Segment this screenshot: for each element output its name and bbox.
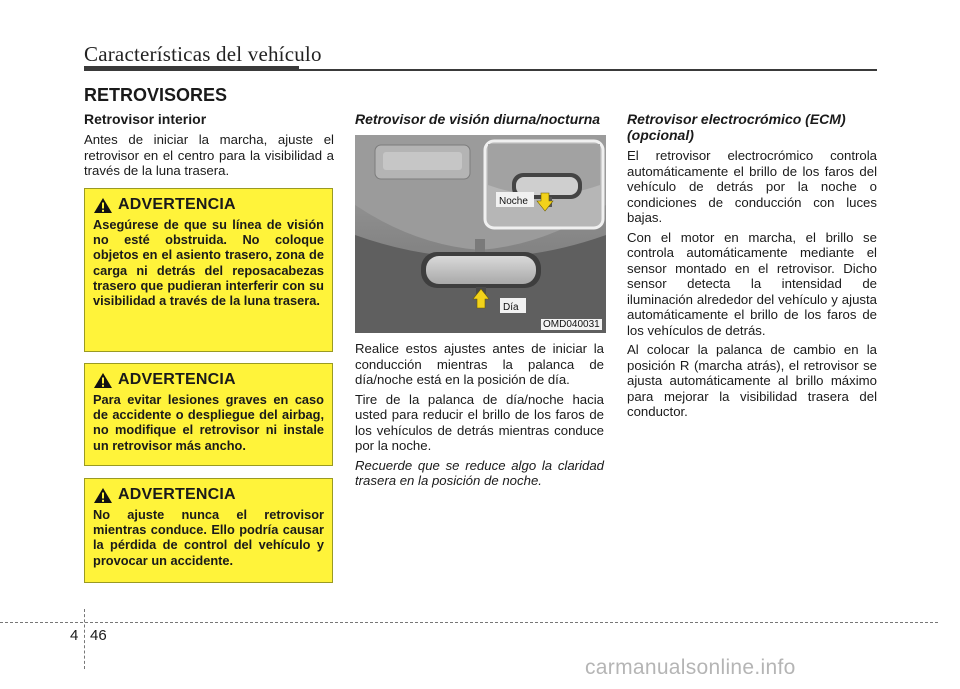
label-night: Noche: [499, 196, 528, 207]
paragraph-ecm-2: Con el motor en marcha, el brillo se controla automáticamente mediante el sensor montado en el retrovisor. Dicho sensor detecta la intensidad de iluminación alrededor del vehículo y ajusta automáticamente el brillo de los faros de los vehículos de detrás.: [627, 229, 877, 338]
label-day: Día: [503, 302, 519, 313]
column-right: [627, 111, 877, 424]
warning-box-3: [84, 478, 333, 583]
paragraph-ecm-3: Al colocar la palanca de cambio en la posición R (marcha atrás), el retrovisor se ajusta automáticamente al brillo máximo para mejorar la visibilidad trasera del conductor.: [627, 342, 877, 419]
column-middle: [355, 111, 604, 132]
paragraph-ecm-1: El retrovisor electrocrómico controla automáticamente el brillo de los faros del vehículo de detrás por la noche o condiciones de conducción con luces bajas.: [627, 148, 877, 225]
warning-triangle-icon: [93, 197, 113, 214]
mirror-illustration: [355, 135, 606, 333]
header-rule-thick: [84, 66, 299, 71]
warning-title: ADVERTENCIA: [118, 196, 236, 213]
warning-box-2: [84, 363, 333, 466]
column-middle-text: [355, 341, 604, 493]
watermark: carmanualsonline.info: [585, 656, 796, 679]
heading-day-night-mirror: Retrovisor de visión diurna/nocturna: [355, 111, 601, 127]
note-day-night: Recuerde que se reduce algo la claridad trasera en la posición de noche.: [355, 457, 604, 488]
paragraph-day-night-1: Realice estos ajustes antes de iniciar la conducción mientras la palanca de día/noche está en la posición de día.: [355, 341, 604, 387]
warning-triangle-icon: [93, 487, 113, 504]
paragraph-day-night-2: Tire de la palanca de día/noche hacia usted para reducir el brillo de los faros de los vehículos de detrás mientras conduce por la noche.: [355, 391, 604, 453]
footer-divider: [0, 622, 938, 623]
footer-vertical-divider: [84, 609, 85, 669]
warning-body: No ajuste nunca el retrovisor mientras conduce. Ello podría causar la pérdida de control del vehículo y provocar un accidente.: [93, 507, 324, 568]
header-rule-thin: [299, 69, 877, 71]
warning-title: ADVERTENCIA: [118, 486, 236, 503]
section-title: RETROVISORES: [84, 85, 228, 105]
warning-body: Para evitar lesiones graves en caso de accidente o despliegue del airbag, no modifique el retrovisor ni instale un retrovisor más ancho.: [93, 392, 324, 453]
warning-title: ADVERTENCIA: [118, 371, 236, 388]
heading-interior-mirror: Retrovisor interior: [84, 111, 207, 127]
warning-body: Asegúrese de que su línea de visión no esté obstruida. No coloque objetos en el asiento trasero, zona de carga ni detrás del reposacabezas trasero que pudieran interferir con su visibilidad a través de la luna trasera.: [93, 217, 324, 309]
paragraph-interior-mirror: Antes de iniciar la marcha, ajuste el retrovisor en el centro para la visibilidad a través de la luna trasera.: [84, 132, 334, 178]
chapter-title: Características del vehículo: [84, 42, 322, 66]
heading-ecm-mirror: Retrovisor electrocrómico (ECM) (opcional): [627, 111, 846, 143]
figure-code: OMD040031: [543, 319, 600, 330]
warning-triangle-icon: [93, 372, 113, 389]
chapter-number: 4: [70, 627, 79, 644]
warning-box-1: [84, 188, 333, 352]
page-number: 46: [90, 627, 107, 644]
column-left: [84, 111, 334, 183]
